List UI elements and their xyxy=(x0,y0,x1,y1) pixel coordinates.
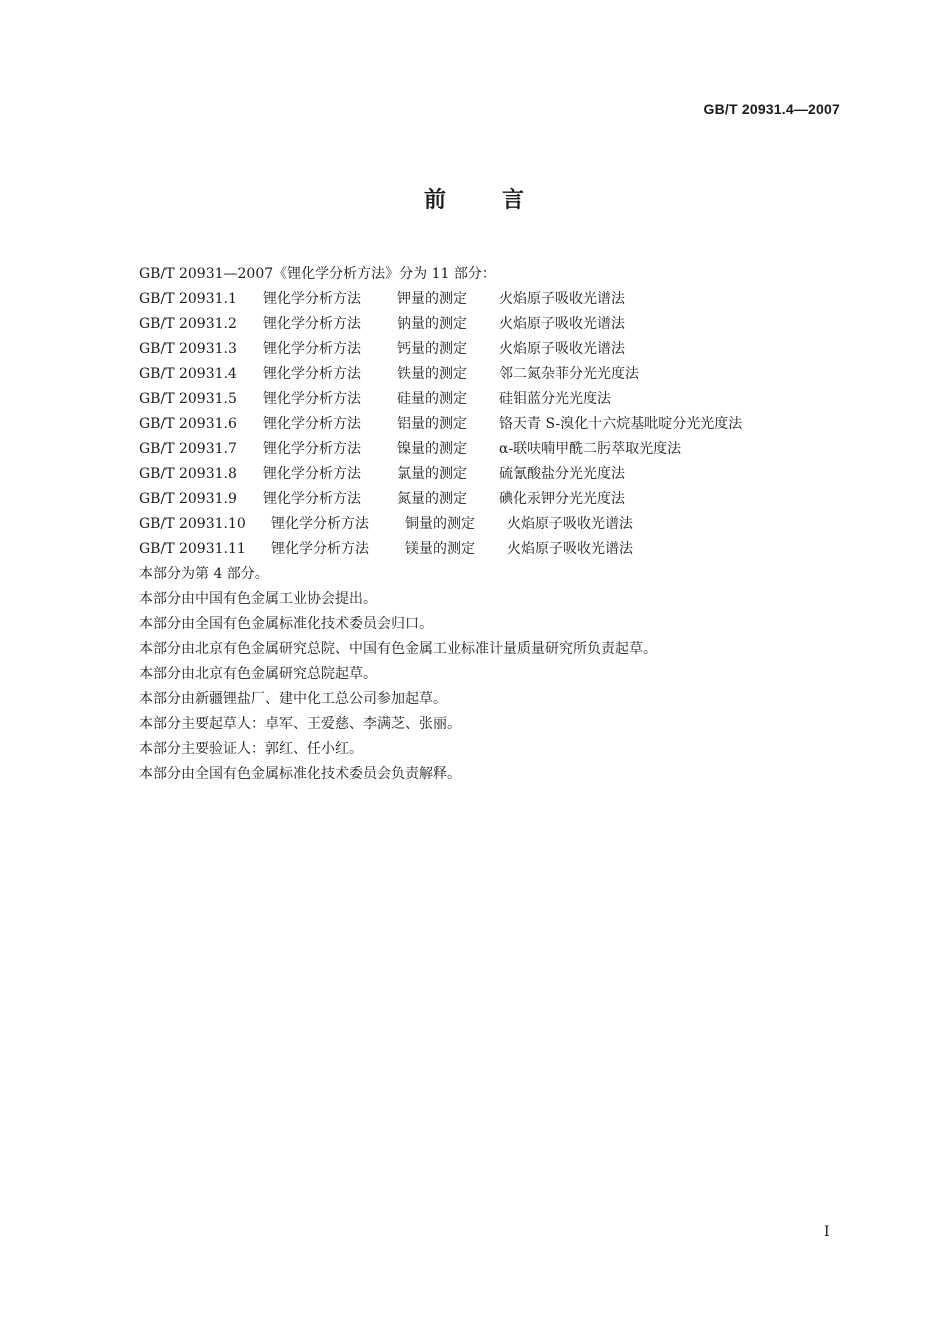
part-measure: 镍量的测定 xyxy=(397,441,467,457)
part-code: GB/T 20931.4 xyxy=(139,366,237,382)
note-line: 本部分主要验证人：郭红、任小红。 xyxy=(139,741,363,757)
part-measure: 氯量的测定 xyxy=(397,466,467,482)
part-measure: 钙量的测定 xyxy=(397,341,467,357)
part-list-item xyxy=(139,387,839,412)
part-measure: 硅量的测定 xyxy=(397,391,467,407)
part-list-item xyxy=(139,487,839,512)
note-line: 本部分由全国有色金属标准化技术委员会归口。 xyxy=(139,616,433,632)
part-series: 锂化学分析方法 xyxy=(271,541,369,557)
part-series: 锂化学分析方法 xyxy=(263,341,361,357)
part-series: 锂化学分析方法 xyxy=(263,416,361,432)
part-measure: 铝量的测定 xyxy=(397,416,467,432)
part-measure: 镁量的测定 xyxy=(405,541,475,557)
part-measure: 钠量的测定 xyxy=(397,316,467,332)
part-code: GB/T 20931.6 xyxy=(139,416,237,432)
part-method: 火焰原子吸收光谱法 xyxy=(499,291,625,307)
part-method: 硫氰酸盐分光光度法 xyxy=(499,466,625,482)
part-series: 锂化学分析方法 xyxy=(263,316,361,332)
part-code: GB/T 20931.3 xyxy=(139,341,237,357)
part-code: GB/T 20931.5 xyxy=(139,391,237,407)
part-method: 火焰原子吸收光谱法 xyxy=(507,541,633,557)
part-series: 锂化学分析方法 xyxy=(263,491,361,507)
note-line: 本部分由全国有色金属标准化技术委员会负责解释。 xyxy=(139,766,461,782)
part-series: 锂化学分析方法 xyxy=(271,516,369,532)
part-method: 火焰原子吸收光谱法 xyxy=(507,516,633,532)
note-line: 本部分主要起草人：卓军、王爱慈、李满芝、张丽。 xyxy=(139,716,461,732)
part-method: 火焰原子吸收光谱法 xyxy=(499,341,625,357)
part-code: GB/T 20931.10 xyxy=(139,516,246,532)
part-code: GB/T 20931.1 xyxy=(139,291,237,307)
note-line: 本部分由中国有色金属工业协会提出。 xyxy=(139,591,377,607)
part-method: 铬天青 S-溴化十六烷基吡啶分光光度法 xyxy=(499,416,743,432)
part-list-item xyxy=(139,537,839,562)
standard-number: GB/T 20931.4—2007 xyxy=(703,101,840,117)
part-method: α-联呋喃甲酰二肟萃取光度法 xyxy=(499,441,682,457)
part-code: GB/T 20931.8 xyxy=(139,466,237,482)
title-char-2: 言 xyxy=(502,188,527,213)
note-line: 本部分由新疆锂盐厂、建中化工总公司参加起草。 xyxy=(139,691,447,707)
note-line: 本部分由北京有色金属研究总院、中国有色金属工业标准计量质量研究所负责起草。 xyxy=(139,641,657,657)
part-list-item xyxy=(139,462,839,487)
part-measure: 铜量的测定 xyxy=(405,516,475,532)
part-code: GB/T 20931.9 xyxy=(139,491,237,507)
part-method: 碘化汞钾分光光度法 xyxy=(499,491,625,507)
foreword-body xyxy=(139,262,839,787)
part-series: 锂化学分析方法 xyxy=(263,291,361,307)
note-line: 本部分为第 4 部分。 xyxy=(139,566,269,582)
part-list-item xyxy=(139,287,839,312)
part-code: GB/T 20931.11 xyxy=(139,541,246,557)
part-code: GB/T 20931.2 xyxy=(139,316,237,332)
part-series: 锂化学分析方法 xyxy=(263,466,361,482)
part-measure: 氮量的测定 xyxy=(397,491,467,507)
part-series: 锂化学分析方法 xyxy=(263,366,361,382)
part-list-item xyxy=(139,437,839,462)
part-series: 锂化学分析方法 xyxy=(263,391,361,407)
note-line: 本部分由北京有色金属研究总院起草。 xyxy=(139,666,377,682)
part-series: 锂化学分析方法 xyxy=(263,441,361,457)
title-char-1: 前 xyxy=(423,188,448,213)
part-list-item xyxy=(139,362,839,387)
part-code: GB/T 20931.7 xyxy=(139,441,237,457)
part-list-item xyxy=(139,337,839,362)
part-method: 硅钼蓝分光光度法 xyxy=(499,391,611,407)
page-number: I xyxy=(824,1224,830,1240)
part-list-item xyxy=(139,312,839,337)
part-list-item xyxy=(139,412,839,437)
part-method: 火焰原子吸收光谱法 xyxy=(499,316,625,332)
part-measure: 铁量的测定 xyxy=(397,366,467,382)
intro-line: GB/T 20931—2007《锂化学分析方法》分为 11 部分： xyxy=(139,266,496,282)
page-title xyxy=(0,183,950,214)
part-method: 邻二氮杂菲分光光度法 xyxy=(499,366,639,382)
part-list-item xyxy=(139,512,839,537)
part-measure: 钾量的测定 xyxy=(397,291,467,307)
